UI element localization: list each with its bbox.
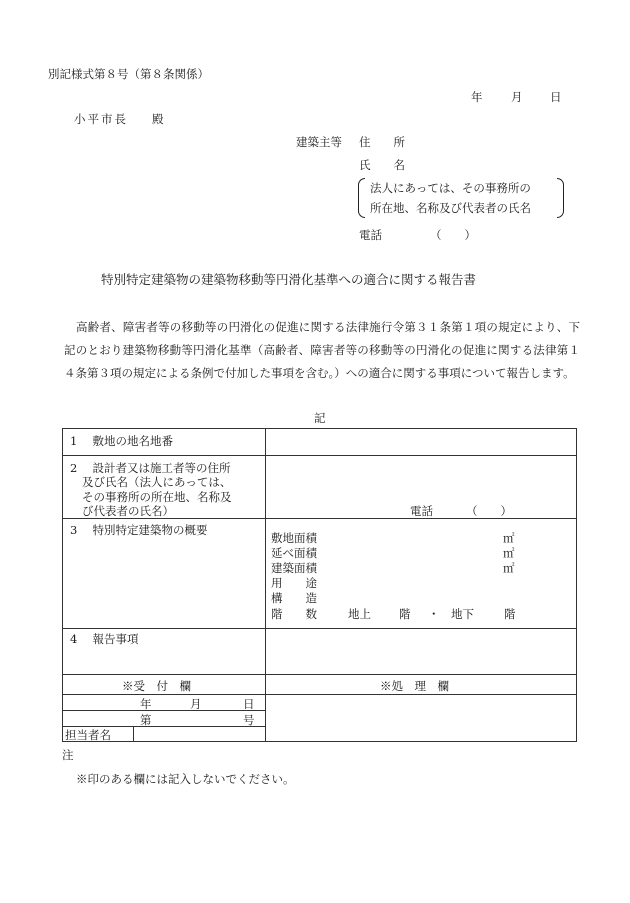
- note-text: ※印のある欄には記入しないでください。: [76, 772, 295, 786]
- phone-label: 電話: [359, 228, 382, 242]
- row2-label-line3: その事務所の所在地、名称及: [82, 490, 232, 504]
- left-bracket: [358, 178, 365, 218]
- person-in-charge-label: 担当者名: [65, 728, 111, 742]
- date-year: 年: [471, 90, 483, 104]
- site-area-unit: ㎡: [503, 531, 515, 545]
- row2-phone-label: 電話: [410, 504, 433, 518]
- row1-label: 1 敷地の地名地番: [70, 434, 173, 448]
- date-month: 月: [511, 90, 523, 104]
- floors-above-label: 地上: [348, 607, 371, 621]
- row2-label-line1: 2 設計者又は施工者等の住所: [70, 461, 231, 475]
- corporate-note: [358, 178, 564, 218]
- row2-phone-paren: （ ）: [466, 504, 512, 518]
- floors-below-unit: 階: [504, 607, 516, 621]
- floors-above-unit: 階: [399, 607, 411, 621]
- body-paragraph: 高齢者、障害者等の移動等の円滑化の促進に関する法律施行令第３１条第１項の規定により、下記のとおり建築物移動等円滑化基準（高齢者、障害者等の移動等の円滑化の促進に関する法律第１４条第３項の規定による条例で付加した事項を含む。）への適合に関する事項について報告します。: [64, 320, 580, 380]
- document-title: 特別特定建築物の建築物移動等円滑化基準への適合に関する報告書: [101, 272, 477, 287]
- form-number: 別記様式第８号（第８条関係）: [48, 67, 209, 81]
- reception-year: 年: [140, 697, 152, 711]
- date-day: 日: [550, 90, 562, 104]
- use-label: 用 途: [271, 576, 317, 590]
- phone-paren: （ ）: [430, 228, 476, 242]
- right-bracket: [557, 178, 564, 218]
- building-area-unit: ㎡: [503, 561, 515, 575]
- reception-no-prefix: 第: [140, 713, 152, 727]
- reception-header: ※受 付 欄: [122, 679, 191, 693]
- addressee: 小平市長: [74, 112, 128, 126]
- row2-label-line2: 及び氏名（法人にあっては、: [82, 475, 232, 489]
- floors-label: 階 数: [271, 607, 317, 621]
- building-area-label: 建築面積: [271, 561, 317, 575]
- ki-mark: 記: [314, 411, 326, 425]
- reception-day: 日: [243, 697, 255, 711]
- row2-label-line4: び代表者の氏名）: [82, 504, 174, 518]
- floors-separator: ・: [428, 607, 440, 621]
- reception-no-suffix: 号: [243, 713, 255, 727]
- total-floor-area-label: 延べ面積: [271, 546, 317, 560]
- corporate-note-line1: 法人にあっては、その事務所の: [370, 181, 531, 195]
- site-area-label: 敷地面積: [271, 531, 317, 545]
- address-label: 住 所: [359, 135, 405, 149]
- total-floor-area-unit: ㎡: [503, 546, 515, 560]
- honorific: 殿: [152, 112, 164, 126]
- corporate-note-line2: 所在地、名称及び代表者の氏名: [370, 201, 531, 215]
- name-label: 氏 名: [359, 158, 405, 172]
- reception-month: 月: [190, 697, 202, 711]
- floors-below-label: 地下: [451, 607, 474, 621]
- note-label: 注: [62, 748, 74, 762]
- processing-header: ※処 理 欄: [380, 679, 449, 693]
- row4-label: 4 報告事項: [70, 632, 139, 646]
- owner-label: 建築主等: [296, 135, 342, 149]
- row3-label: 3 特別特定建築物の概要: [70, 523, 208, 537]
- structure-label: 構 造: [271, 591, 317, 605]
